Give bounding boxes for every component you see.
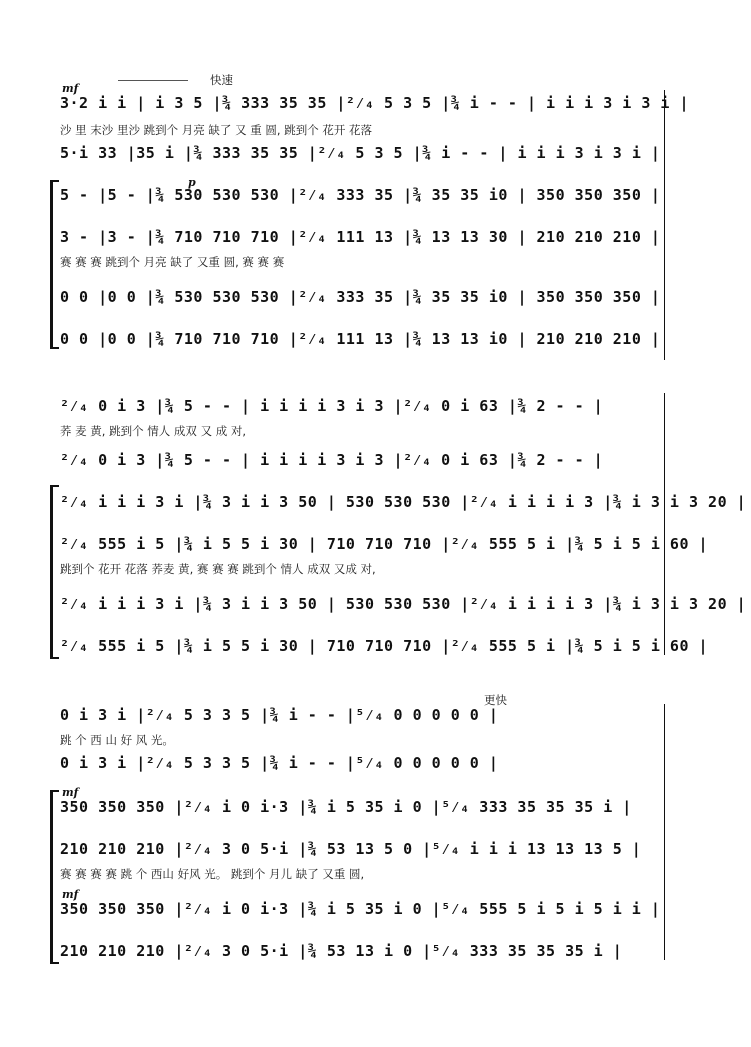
lyric-line: 荞 麦 黄, 跳到个 情人 成双 又 成 对, bbox=[60, 424, 247, 438]
score-system-3 bbox=[0, 690, 751, 970]
tempo-marking: 更快 bbox=[484, 693, 507, 707]
staff-line-tenor bbox=[60, 888, 680, 922]
staff-line-soprano-2 bbox=[60, 451, 680, 473]
staff-line-tenor bbox=[60, 595, 747, 617]
staff-line-alto-1 bbox=[60, 176, 680, 208]
staff-line-bass bbox=[60, 330, 680, 352]
crescendo-hairpin bbox=[118, 80, 188, 81]
dynamic-marking: mf bbox=[62, 786, 79, 799]
lyric-line: 赛 赛 赛 赛 跳 个 西山 好风 光。 跳到个 月儿 缺了 又重 圆, bbox=[60, 867, 365, 881]
lyric-line: 赛 赛 赛 跳到个 月亮 缺了 又重 圆, 赛 赛 赛 bbox=[60, 255, 285, 269]
jianpu-notes: 0 0 |0 0 |¾ 530 530 530 |²⁄₄ 333 35 |¾ 35 35 i0 | 350 350 350 | bbox=[60, 288, 661, 306]
staff-line-soprano-2 bbox=[60, 754, 680, 776]
jianpu-notes: ²⁄₄ 555 i 5 |¾ i 5 5 i 30 | 710 710 710 |²⁄₄ 555 5 i |¾ 5 i 5 i 60 | bbox=[60, 535, 709, 553]
jianpu-notes: 0 i 3 i |²⁄₄ 5 3 3 5 |¾ i - - |⁵⁄₄ 0 0 0 0 0 | bbox=[60, 706, 499, 724]
jianpu-notes: ²⁄₄ 0 i 3 |¾ 5 - - | i i i i 3 i 3 |²⁄₄ 0 i 63 |¾ 2 - - | bbox=[60, 397, 604, 415]
score-system-2 bbox=[0, 385, 751, 665]
jianpu-notes: 3·2 i i | i 3 5 |¾ 333 35 35 |²⁄₄ 5 3 5 |¾ i - - | i i i 3 i 3 i | bbox=[60, 94, 690, 112]
jianpu-notes: 210 210 210 |²⁄₄ 3 0 5·i |¾ 53 13 5 0 |⁵⁄₄ i i i 13 13 13 5 | bbox=[60, 840, 642, 858]
lyric-line: 沙 里 末沙 里沙 跳到个 月亮 缺了 又 重 圆, 跳到个 花开 花落 bbox=[60, 123, 373, 137]
staff-line-alto-2 bbox=[60, 535, 709, 557]
staff-line-alto-1 bbox=[60, 493, 747, 515]
choir-bracket bbox=[50, 485, 59, 659]
jianpu-notes: 350 350 350 |²⁄₄ i 0 i·3 |¾ i 5 35 i 0 |⁵⁄₄ 555 5 i 5 i 5 i i | bbox=[60, 900, 661, 918]
staff-line-alto-2 bbox=[60, 228, 680, 250]
jianpu-notes: ²⁄₄ 555 i 5 |¾ i 5 5 i 30 | 710 710 710 |²⁄₄ 555 5 i |¾ 5 i 5 i 60 | bbox=[60, 637, 709, 655]
jianpu-notes: 3 - |3 - |¾ 710 710 710 |²⁄₄ 111 13 |¾ 13 13 30 | 210 210 210 | bbox=[60, 228, 661, 246]
staff-line-tenor bbox=[60, 288, 680, 310]
jianpu-notes: 5·i 33 |35 i |¾ 333 35 35 |²⁄₄ 5 3 5 |¾ i - - | i i i 3 i 3 i | bbox=[60, 144, 661, 162]
tempo-marking: 快速 bbox=[210, 73, 233, 87]
choir-bracket bbox=[50, 180, 59, 349]
lyric-line: 跳到个 花开 花落 荞麦 黄, 赛 赛 赛 跳到个 情人 成双 又成 对, bbox=[60, 562, 376, 576]
staff-line-bass bbox=[60, 942, 680, 964]
dynamic-marking: mf bbox=[62, 82, 79, 95]
dynamic-marking: mf bbox=[62, 888, 79, 901]
lyric-line: 跳 个 西 山 好 风 光。 bbox=[60, 733, 174, 747]
dynamic-marking: p bbox=[188, 176, 196, 189]
staff-line-soprano-1 bbox=[60, 706, 680, 728]
staff-line-alto-1 bbox=[60, 786, 680, 820]
staff-line-soprano-2 bbox=[60, 144, 680, 166]
score-system-1 bbox=[0, 70, 751, 360]
staff-line-bass bbox=[60, 637, 709, 659]
staff-line-soprano-1 bbox=[60, 82, 690, 116]
jianpu-notes: ²⁄₄ i i i 3 i |¾ 3 i i 3 50 | 530 530 530 |²⁄₄ i i i i 3 |¾ i 3 i 3 20 | bbox=[60, 493, 747, 511]
jianpu-notes: 0 i 3 i |²⁄₄ 5 3 3 5 |¾ i - - |⁵⁄₄ 0 0 0 0 0 | bbox=[60, 754, 499, 772]
jianpu-notes: 350 350 350 |²⁄₄ i 0 i·3 |¾ i 5 35 i 0 |⁵⁄₄ 333 35 35 35 i | bbox=[60, 798, 632, 816]
jianpu-notes: 0 0 |0 0 |¾ 710 710 710 |²⁄₄ 111 13 |¾ 13 13 i0 | 210 210 210 | bbox=[60, 330, 661, 348]
jianpu-notes: 210 210 210 |²⁄₄ 3 0 5·i |¾ 53 13 i 0 |⁵⁄₄ 333 35 35 35 i | bbox=[60, 942, 623, 960]
staff-line-soprano-1 bbox=[60, 397, 680, 419]
jianpu-notes: 5 - |5 - |¾ 530 530 530 |²⁄₄ 333 35 |¾ 35 35 i0 | 350 350 350 | bbox=[60, 186, 661, 204]
staff-line-alto-2 bbox=[60, 840, 680, 862]
choir-bracket bbox=[50, 790, 59, 964]
jianpu-notes: ²⁄₄ 0 i 3 |¾ 5 - - | i i i i 3 i 3 |²⁄₄ 0 i 63 |¾ 2 - - | bbox=[60, 451, 604, 469]
jianpu-notes: ²⁄₄ i i i 3 i |¾ 3 i i 3 50 | 530 530 530 |²⁄₄ i i i i 3 |¾ i 3 i 3 20 | bbox=[60, 595, 747, 613]
